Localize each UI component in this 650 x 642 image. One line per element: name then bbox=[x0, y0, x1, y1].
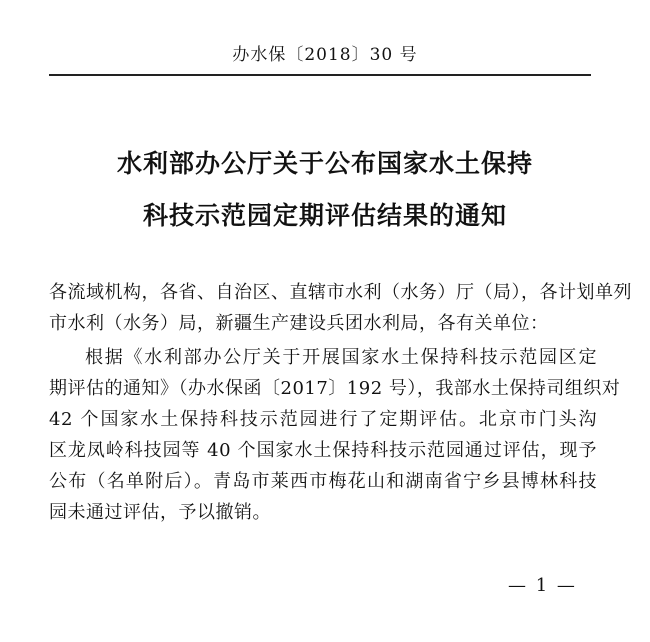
paragraph-line: 42 个国家水土保持科技示范园进行了定期评估。北京市门头沟 bbox=[49, 409, 597, 430]
salutation-line-2: 市水利（水务）局，新疆生产建设兵团水利局，各有关单位： bbox=[49, 313, 549, 334]
paragraph-line: 公布（名单附后）。青岛市莱西市梅花山和湖南省宁乡县博林科技 bbox=[49, 471, 597, 492]
title-line-1: 水利部办公厅关于公布国家水土保持 bbox=[116, 149, 533, 178]
paragraph-line: 园未通过评估，予以撤销。 bbox=[49, 502, 271, 523]
salutation-line-1: 各流域机构，各省、自治区、直辖市水利（水务）厅（局），各计划单列 bbox=[49, 282, 632, 303]
salutation bbox=[49, 277, 632, 339]
paragraph-line: 根据《水利部办公厅关于开展国家水土保持科技示范园区定 bbox=[85, 347, 597, 368]
paragraph-line: 区龙凤岭科技园等 40 个国家水土保持科技示范园通过评估，现予 bbox=[49, 440, 597, 461]
title-line-2: 科技示范园定期评估结果的通知 bbox=[142, 201, 507, 230]
page-number: — 1 — bbox=[508, 575, 577, 596]
document-number: 办水保〔2018〕30 号 bbox=[232, 45, 418, 65]
body-paragraph bbox=[49, 342, 621, 528]
paragraph-line: 期评估的通知》（办水保函〔2017〕192 号），我部水土保持司组织对 bbox=[49, 378, 621, 399]
header-divider bbox=[49, 74, 591, 76]
